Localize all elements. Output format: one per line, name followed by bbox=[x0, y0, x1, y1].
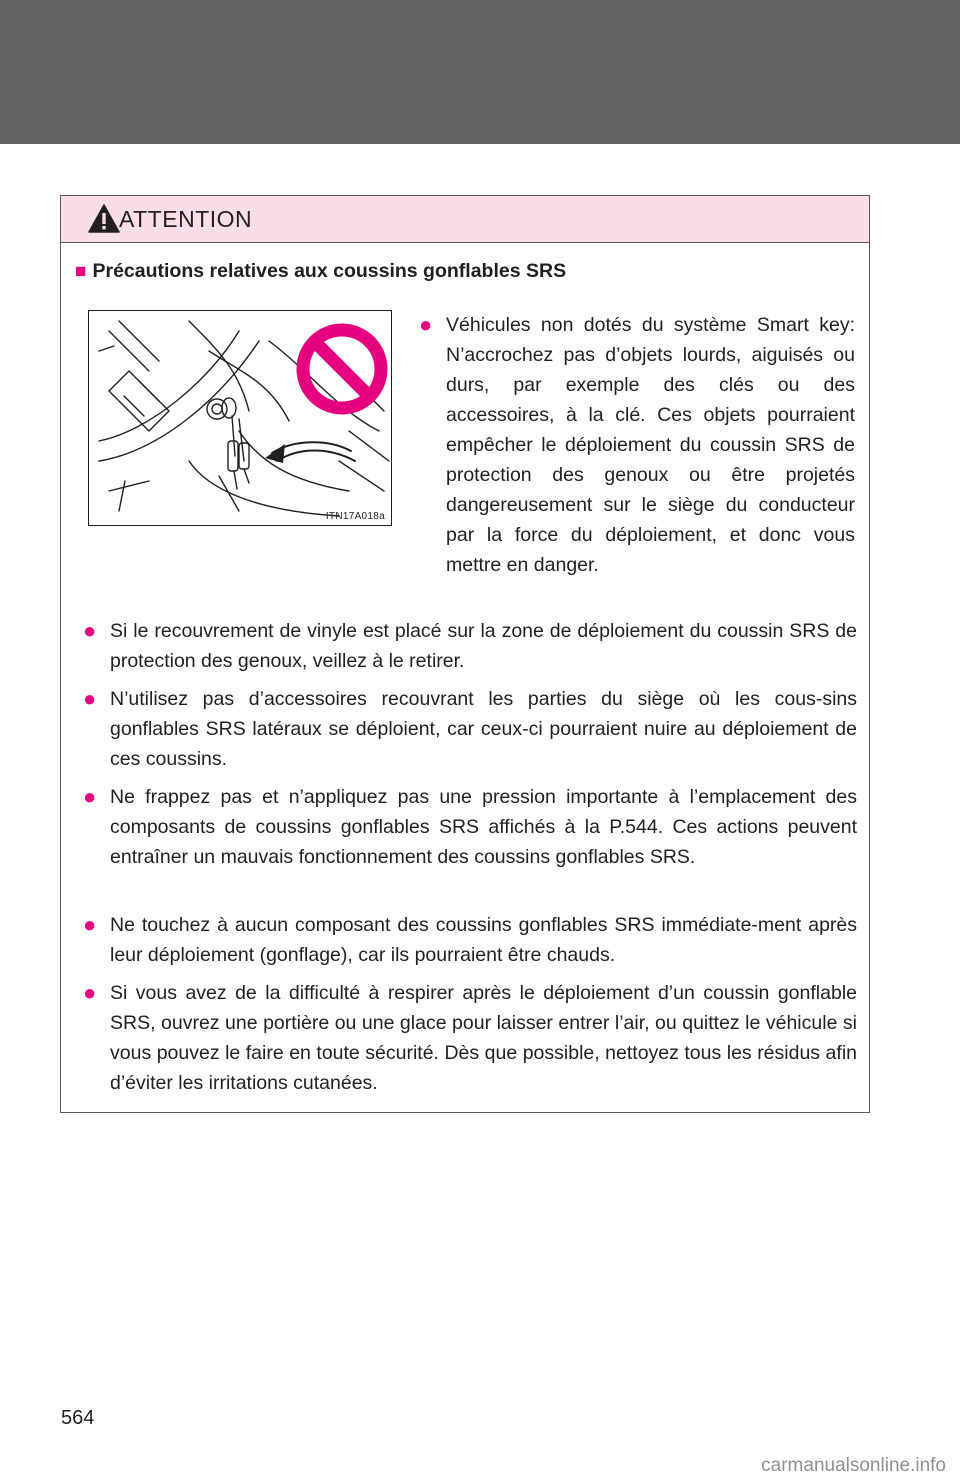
attention-title: ATTENTION bbox=[119, 206, 253, 232]
bullet-dot-icon: ● bbox=[83, 784, 97, 809]
steering-column-illustration bbox=[89, 311, 392, 526]
header-bar bbox=[0, 0, 960, 144]
square-bullet-icon: ■ bbox=[75, 261, 87, 282]
list-item bbox=[83, 910, 857, 970]
bullet-dot-icon: ● bbox=[419, 312, 433, 337]
bullet-dot-icon: ● bbox=[83, 618, 97, 643]
list-item-text: Ne touchez à aucun composant des coussins gonflables SRS immédiate-ment après leur déploiement (gonflage), car ils pourraient être chauds. bbox=[110, 914, 857, 966]
bullet-dot-icon: ● bbox=[83, 912, 97, 937]
list-item bbox=[83, 684, 857, 774]
bullet-dot-icon: ● bbox=[83, 686, 97, 711]
illustration bbox=[88, 310, 392, 526]
list-item-text: Si vous avez de la difficulté à respirer après le déploiement d’un coussin gonflable SRS, ouvrez une portière ou une glace pour laisser entrer l’air, ou quittez le véhicule si vous pouvez le faire en toute sécurité. Dès que possible, nettoyez tous les résidus afin d’éviter les irritations cutanées. bbox=[110, 982, 857, 1094]
watermark: carmanualsonline.info bbox=[761, 1455, 946, 1476]
list-item bbox=[83, 978, 857, 1098]
list-item-text: Ne frappez pas et n’appliquez pas une pression importante à l’emplacement des composants de coussins gonflables SRS affichés à la P.544. Ces actions peuvent entraîner un mauvais fonctionnement des coussins gonflables SRS. bbox=[110, 786, 857, 868]
list-item bbox=[83, 616, 857, 676]
list-item-text: Si le recouvrement de vinyle est placé sur la zone de déploiement du coussin SRS de protection des genoux, veillez à le retirer. bbox=[110, 620, 857, 672]
warning-triangle-icon bbox=[88, 204, 120, 234]
section-title-text: Précautions relatives aux coussins gonflables SRS bbox=[92, 260, 567, 282]
section-title bbox=[75, 260, 566, 283]
page-number: 564 bbox=[61, 1407, 95, 1429]
figure-code: ITN17A018a bbox=[325, 511, 385, 522]
list-item bbox=[83, 782, 857, 872]
attention-header bbox=[61, 196, 869, 243]
prohibition-sign-icon bbox=[303, 330, 381, 408]
bullet-dot-icon: ● bbox=[83, 980, 97, 1005]
list-item-text: Véhicules non dotés du système Smart key: N’accrochez pas d’objets lourds, aiguisés ou durs, par exemple des clés ou des accessoires, à la clé. Ces objets pourraient empêcher le déploiement du coussin SRS de protection des genoux ou être projetés dangereusement sur le siège du conducteur par la force du déploiement, et donc vous mettre en danger. bbox=[446, 314, 855, 576]
attention-box bbox=[60, 195, 870, 1113]
list-item-text: N’utilisez pas d’accessoires recouvrant les parties du siège où les cous-sins gonflables SRS latéraux se déploient, car ceux-ci pourraient nuire au déploiement de ces coussins. bbox=[110, 688, 857, 770]
list-item bbox=[419, 310, 855, 580]
